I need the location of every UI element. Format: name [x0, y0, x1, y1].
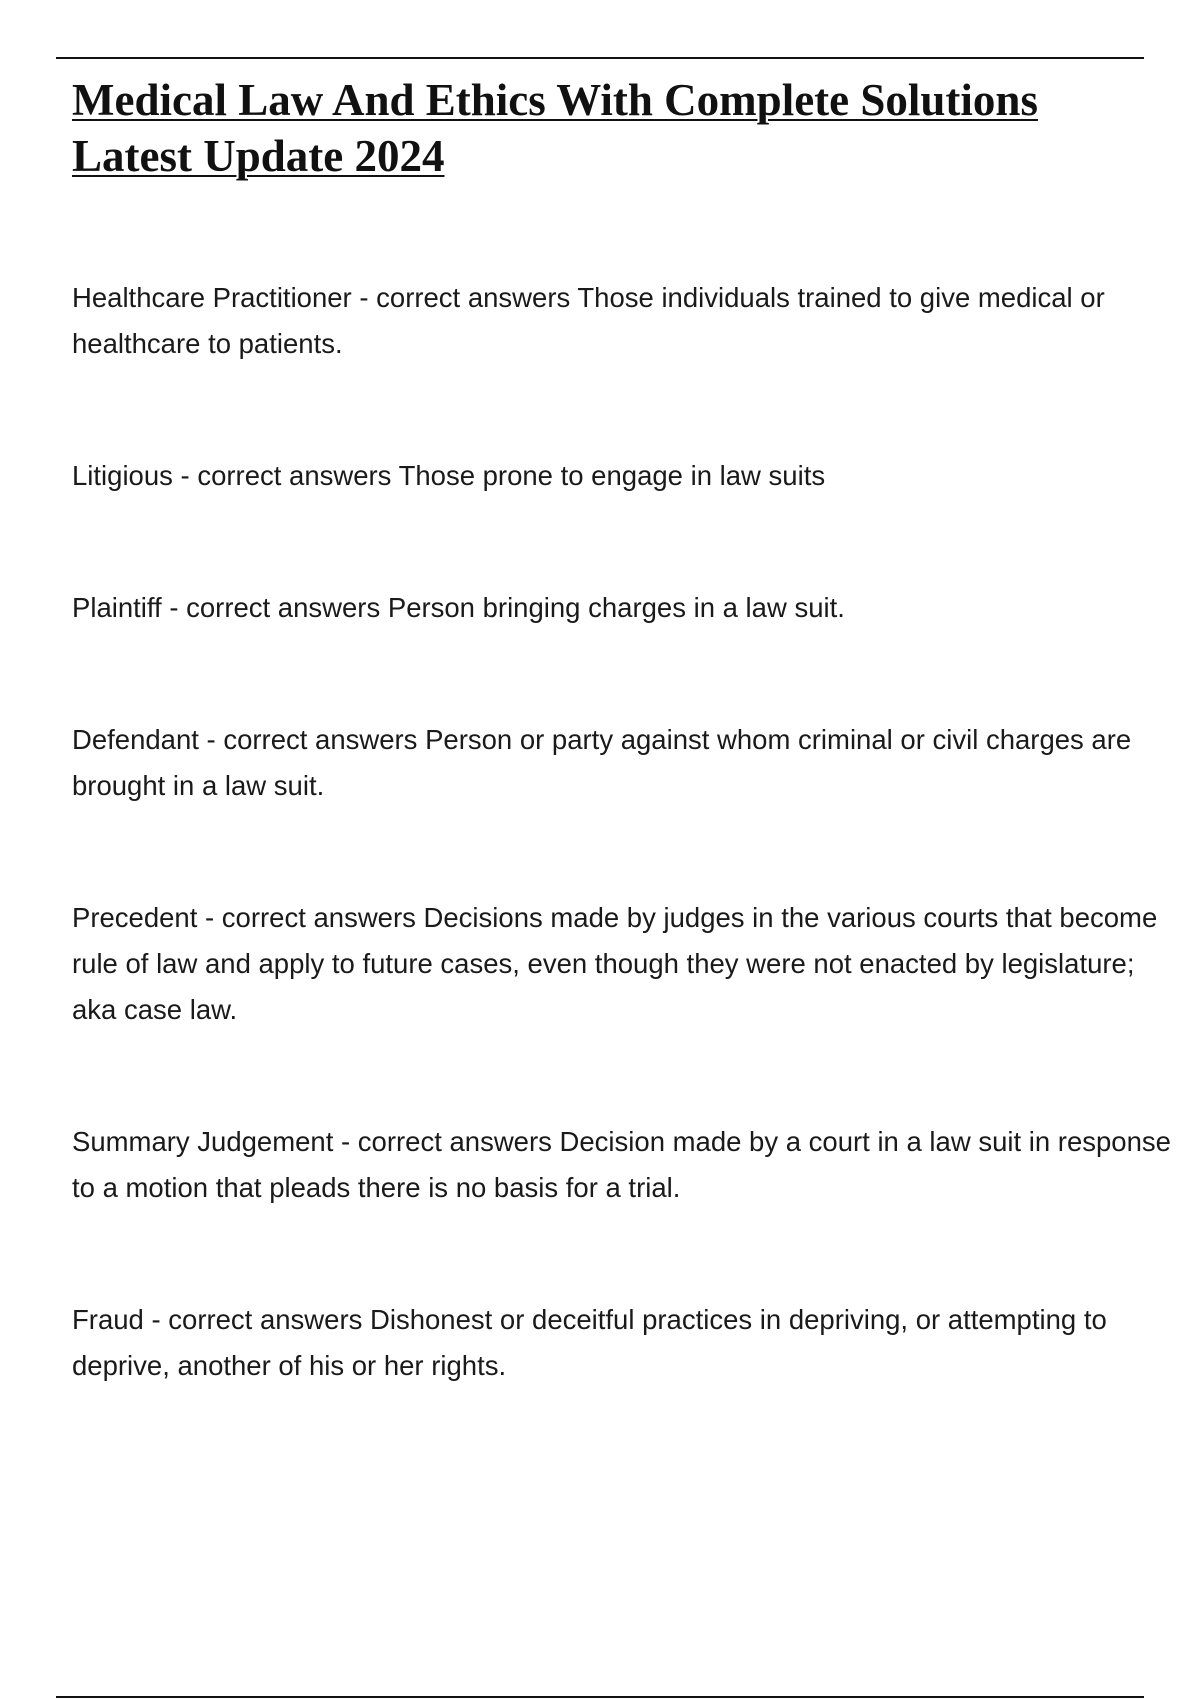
- qa-entry-healthcare-practitioner: Healthcare Practitioner - correct answers Those individuals trained to give medical or healthcare to patients.: [72, 282, 1105, 359]
- qa-entry-precedent: Precedent - correct answers Decisions made by judges in the various courts that become rule of law and apply to future cases, even though they were not enacted by legislature; aka case law.: [72, 902, 1158, 1025]
- qa-entry-litigious: Litigious - correct answers Those prone to engage in law suits: [72, 460, 826, 491]
- document-title: Medical Law And Ethics With Complete Solutions Latest Update 2024: [72, 75, 1038, 181]
- qa-entry-defendant: Defendant - correct answers Person or party against whom criminal or civil charges are brought in a law suit.: [72, 724, 1132, 801]
- qa-entry-summary-judgement: Summary Judgement - correct answers Decision made by a court in a law suit in response to a motion that pleads there is no basis for a trial.: [72, 1126, 1171, 1203]
- qa-entry-plaintiff: Plaintiff - correct answers Person bringing charges in a law suit.: [72, 592, 845, 623]
- qa-entry-list: [72, 275, 1172, 1475]
- footer-rule: [56, 1696, 1144, 1698]
- header-rule: [56, 57, 1144, 59]
- qa-entry-fraud: Fraud - correct answers Dishonest or deceitful practices in depriving, or attempting to deprive, another of his or her rights.: [72, 1304, 1107, 1381]
